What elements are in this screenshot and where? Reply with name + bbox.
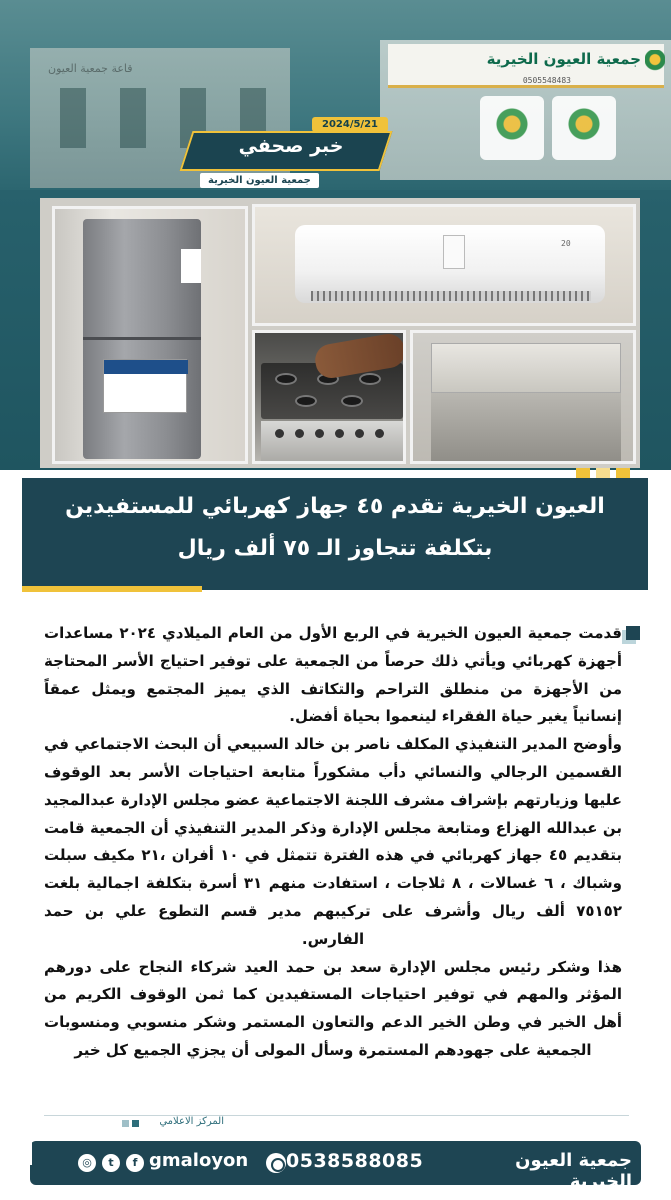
media-center-label: المركز الاعلامي	[159, 1116, 224, 1127]
facebook-icon[interactable]: f	[126, 1154, 144, 1172]
hero-banner	[0, 0, 671, 470]
footer-contact-bar	[30, 1141, 641, 1192]
association-sign-phone: 0505548483	[522, 76, 571, 85]
sign-logo-icon	[645, 50, 665, 74]
badge-subtitle: جمعية العيون الخيرية	[200, 173, 319, 188]
ac-display: 20	[561, 239, 571, 248]
article-paragraph: هذا وشكر رئيس مجلس الإدارة سعد بن حمد العيد شركاء النجاح على دورهم المؤثر والمهم في توفير احتياجات المستفيدين كما ثمن الوقوف الكريم من أهل الخير في وطن الخير الدعم والتعاون المستمر وشكر منسوبي ومنسوبات الجمعية على جهودهم المستمرة وسأل المولى أن يجزي الجميع كل خير	[44, 957, 622, 1059]
instagram-icon[interactable]: ◎	[78, 1154, 96, 1172]
news-badge	[186, 117, 396, 189]
hall-sign-text: قاعة جمعية العيون	[48, 62, 133, 75]
article-paragraph: وأوضح المدير التنفيذي المكلف ناصر بن خالد السبيعي أن البحث الاجتماعي في القسمين الرجالي والنسائي دأب مشكوراً متابعة احتياجات الأسر بعد الوقوف عليها وزيارتهم بإشراف مشرف اللجنة الاجتماعية عضو مجلس الإدارة عبدالمجيد بن عبدالله الهزاع ومتابعة مجلس الإدارة وذكر المدير التنفيذي أن الجمعية قامت بتقديم ٤٥ جهاز كهربائي في هذه الفترة تتمثل في ١٠ أفران ،٢١ مكيف سبلت وشباك ، ٦ غسالات ، ٨ ثلاجات ، استفادت منهم ٣١ أسرة بتكلفة اجمالية بلغت ٧٥١٥٢ ألف ريال وأشرف على تركيبهم مدير قسم التطوع علي بن حمد الفارس.	[44, 735, 623, 948]
headline-accent-bar	[22, 586, 202, 592]
article-paragraph: قدمت جمعية العيون الخيرية في الربع الأول من العام الميلادي ٢٠٢٤ مساعدات أجهزة كهربائي ويأتي ذلك حرصاً من الجمعية على توفير احتياج الأسر المحتاجة من الأجهزة من منطلق التراحم والتكاتف الذي يميز المجتمع ويمثل عمقاً إنسانياً يغير حياة الفقراء لينعموا بحياة أفضل.	[44, 624, 623, 726]
badge-title: خبر صحفي	[238, 135, 344, 157]
footer-separator	[30, 1141, 32, 1165]
fridge-photo	[52, 206, 248, 464]
paragraph-bullet-icon	[622, 626, 640, 644]
association-sign-title: جمعية العيون الخيرية	[486, 50, 641, 68]
headline-line-1: العيون الخيرية تقدم ٤٥ جهاز كهربائي للمستفيدين	[65, 494, 605, 519]
footer-phone[interactable]: 0538588085	[286, 1150, 424, 1172]
twitter-icon[interactable]: t	[102, 1154, 120, 1172]
appliance-photo-collage	[40, 198, 640, 468]
stove-photo-2	[410, 330, 636, 464]
media-center-row	[44, 1116, 629, 1132]
wall-logo-icon	[552, 96, 616, 160]
news-date: 2024/5/21	[312, 117, 388, 132]
headline-box	[22, 478, 648, 590]
article-body	[44, 620, 622, 1065]
footer-org-name: جمعية العيون الخيرية	[515, 1150, 632, 1192]
stove-photo-1	[252, 330, 406, 464]
footer-handle[interactable]: gmaloyon	[149, 1150, 249, 1171]
air-conditioner-photo	[252, 204, 636, 326]
headline-line-2: بتكلفة تتجاوز الـ ٧٥ ألف ريال	[177, 536, 493, 561]
whatsapp-icon[interactable]	[266, 1153, 286, 1173]
wall-logo-icon	[480, 96, 544, 160]
